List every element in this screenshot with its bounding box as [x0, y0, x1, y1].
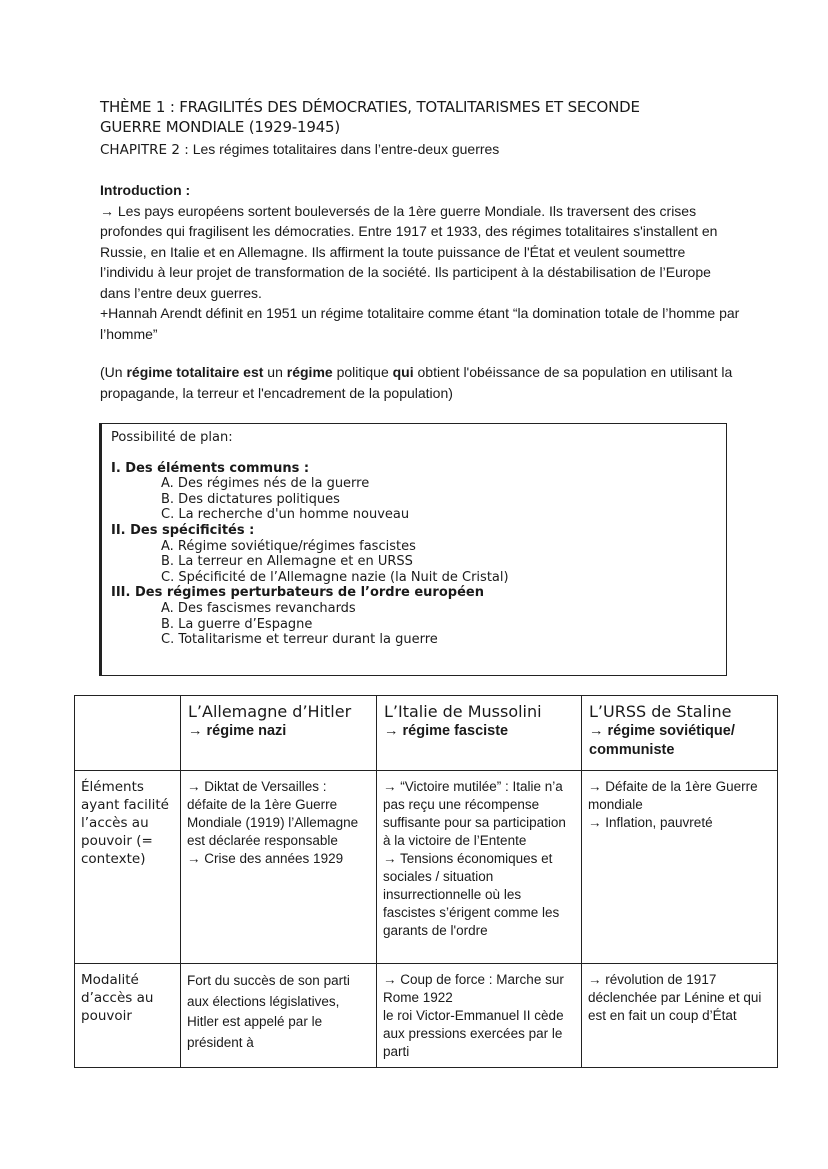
- definition-bold-4: qui: [392, 364, 414, 380]
- plan-section-heading: I. Des éléments communs :: [111, 460, 310, 476]
- table-cell: [582, 964, 778, 1068]
- chapter-title: [100, 140, 499, 159]
- cell-line: → Inflation, pauvreté: [588, 815, 713, 830]
- chapter-name: Les régimes totalitaires dans l’entre-deux guerres: [192, 141, 500, 157]
- totalitarian-definition: [100, 362, 740, 403]
- column-header-italy: [377, 696, 582, 771]
- theme-title: [100, 97, 740, 137]
- plan-title: Possibilité de plan:: [111, 430, 233, 445]
- theme-title-line-1: THÈME 1 : FRAGILITÉS DES DÉMOCRATIES, TOTALITARISMES ET SECONDE: [100, 98, 640, 116]
- definition-bold-1: régime totalitaire: [126, 364, 240, 380]
- table-cell: [377, 964, 582, 1068]
- arendt-quote: +Hannah Arendt définit en 1951 un régime totalitaire comme étant “la domination totale de l’homme par l’homme”: [100, 305, 740, 342]
- chapter-label: CHAPITRE 2 :: [100, 142, 189, 158]
- plan-item: C. La recherche d'un homme nouveau: [161, 507, 410, 523]
- plan-item: A. Régime soviétique/régimes fascistes: [161, 538, 416, 554]
- definition-text-5: obtient l'obéissance de sa population en utilisant la propagande, la terreur et l'encadrement de la population): [100, 364, 733, 401]
- plan-item: A. Des fascismes revanchards: [161, 600, 356, 616]
- column-header-ussr: [582, 696, 778, 771]
- plan-box: [99, 423, 727, 676]
- plan-item: B. La terreur en Allemagne et en URSS: [161, 554, 413, 570]
- table-cell: [181, 771, 377, 964]
- introduction-heading: Introduction :: [100, 182, 191, 198]
- comparison-table: [74, 695, 778, 1068]
- column-title: L’Allemagne d’Hitler: [188, 702, 352, 721]
- cell-line: → Défaite de la 1ère Guerre mondiale: [588, 779, 758, 812]
- cell-line: → “Victoire mutilée” : Italie n’a pas reçu une récompense suffisante pour sa participation à la victoire de l’Entente: [383, 779, 566, 848]
- row-label-context: Éléments ayant facilité l’accès au pouvoir (= contexte): [75, 771, 181, 964]
- introduction-paragraph: → Les pays européens sortent bouleversés de la 1ère guerre Mondiale. Ils traversent des crises profondes qui fragilisent les démocraties. Entre 1917 et 1933, des régimes totalitaires s'installent en Russie, en Italie et en Allemagne. Ils affirment la toute puissance de l'État et veulent soumettre l’individu à leur projet de transformation de la société. Ils participent à la déstabilisation de l’Europe dans l’entre deux guerres.: [100, 202, 718, 301]
- definition-text-4: politique: [332, 364, 393, 380]
- cell-line: le roi Victor-Emmanuel II cède aux pressions exercées par le parti: [383, 1008, 564, 1059]
- definition-bold-3: régime: [286, 364, 333, 380]
- table-cell: [181, 964, 377, 1068]
- column-subtitle: → régime nazi: [188, 723, 287, 739]
- plan-item: B. Des dictatures politiques: [161, 491, 340, 507]
- row-label-access: Modalité d’accès au pouvoir: [75, 964, 181, 1068]
- column-title: L’URSS de Staline: [589, 702, 732, 721]
- definition-bold-2: est: [243, 364, 264, 380]
- column-subtitle: → régime soviétique/ communiste: [589, 723, 735, 758]
- cell-line: → Tensions économiques et sociales / situation insurrectionnelle où les fascistes s’érigent comme les garants de l'ordre: [383, 851, 560, 938]
- plan-section-heading: II. Des spécificités :: [111, 522, 255, 538]
- table-cell: [377, 771, 582, 964]
- cell-line: → Crise des années 1929: [187, 851, 344, 866]
- plan-section-heading: III. Des régimes perturbateurs de l’ordre européen: [111, 585, 484, 601]
- definition-text-3: un: [263, 364, 287, 380]
- table-row: [75, 964, 778, 1068]
- theme-title-line-2: GUERRE MONDIALE (1929-1945): [100, 118, 341, 136]
- plan-item: B. La guerre d’Espagne: [161, 616, 313, 632]
- table-cell: [582, 771, 778, 964]
- introduction-section: [100, 180, 740, 344]
- table-corner-cell: [75, 696, 181, 771]
- plan-item: C. Spécificité de l’Allemagne nazie (la Nuit de Cristal): [161, 569, 509, 585]
- column-subtitle: → régime fasciste: [384, 723, 509, 739]
- cell-line: → révolution de 1917 déclenchée par Lénine et qui est en fait un coup d’État: [588, 972, 762, 1023]
- column-header-germany: [181, 696, 377, 771]
- table-header-row: [75, 696, 778, 771]
- cell-line: Fort du succès de son parti aux élections législatives, Hitler est appelé par le président à: [187, 973, 350, 1050]
- cell-line: → Coup de force : Marche sur Rome 1922: [383, 972, 564, 1005]
- cell-line: → Diktat de Versailles : défaite de la 1ère Guerre Mondiale (1919) l’Allemagne est déclarée responsable: [187, 779, 359, 848]
- table-row: [75, 771, 778, 964]
- plan-item: C. Totalitarisme et terreur durant la guerre: [161, 632, 438, 648]
- definition-text-1: (Un: [100, 364, 127, 380]
- plan-item: A. Des régimes nés de la guerre: [161, 476, 370, 492]
- column-title: L’Italie de Mussolini: [384, 702, 542, 721]
